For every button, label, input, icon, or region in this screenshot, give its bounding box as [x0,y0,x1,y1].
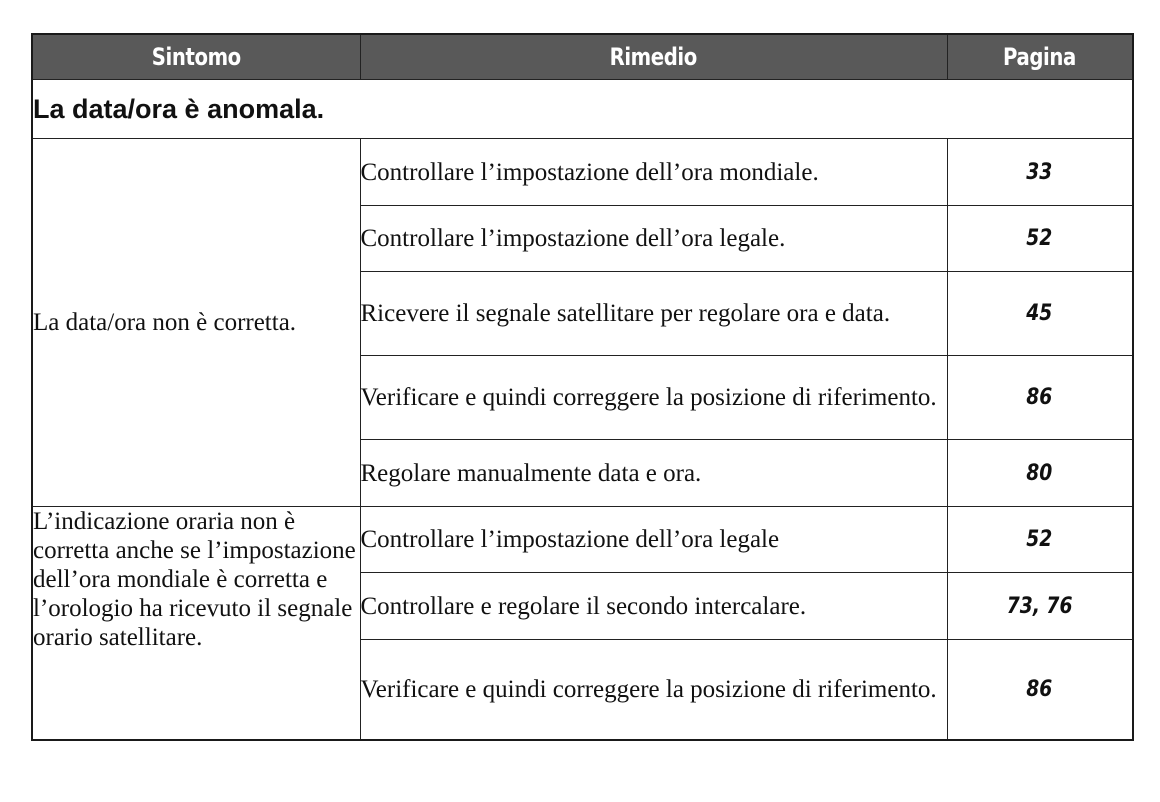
column-header-rimedio: Rimedio [360,34,947,80]
remedy-cell: Controllare l’impostazione dell’ora mondiale. [360,139,947,206]
remedy-cell: Controllare l’impostazione dell’ora legale. [360,206,947,272]
page-number: 86 [1026,677,1053,702]
page-number: 86 [1026,385,1053,410]
table-row [32,139,1133,206]
section-row [32,80,1133,139]
remedy-cell: Controllare e regolare il secondo intercalare. [360,573,947,640]
page-cell [947,440,1133,507]
page-number: 33 [1026,159,1053,185]
symptom-cell: La data/ora non è corretta. [32,139,360,507]
page-number: 45 [1026,301,1053,326]
remedy-cell: Controllare l’impostazione dell’ora legale [360,507,947,573]
section-title: La data/ora è anomala. [32,80,1133,139]
remedy-cell: Ricevere il segnale satellitare per regolare ora e data. [360,272,947,356]
page-number: 52 [1026,527,1053,552]
header-row [32,34,1133,80]
page-number: 80 [1026,460,1053,486]
troubleshooting-table-container [31,33,1132,741]
symptom-cell: L’indicazione oraria non è corretta anche se l’impostazione dell’ora mondiale è corretta e l’orologio ha ricevuto il segnale orario satellitare. [32,507,360,741]
troubleshooting-table [31,33,1134,741]
page-number: 73, 76 [1006,593,1073,619]
table-row [32,507,1133,573]
page-cell [947,272,1133,356]
page-cell [947,573,1133,640]
column-header-pagina: Pagina [947,34,1133,80]
page-cell [947,356,1133,440]
page-cell [947,139,1133,206]
remedy-cell: Verificare e quindi correggere la posizione di riferimento. [360,640,947,741]
page-cell [947,507,1133,573]
page-cell [947,206,1133,272]
page-number: 52 [1026,226,1053,251]
remedy-cell: Verificare e quindi correggere la posizione di riferimento. [360,356,947,440]
column-header-sintomo: Sintomo [32,34,360,80]
page-cell [947,640,1133,741]
remedy-cell: Regolare manualmente data e ora. [360,440,947,507]
